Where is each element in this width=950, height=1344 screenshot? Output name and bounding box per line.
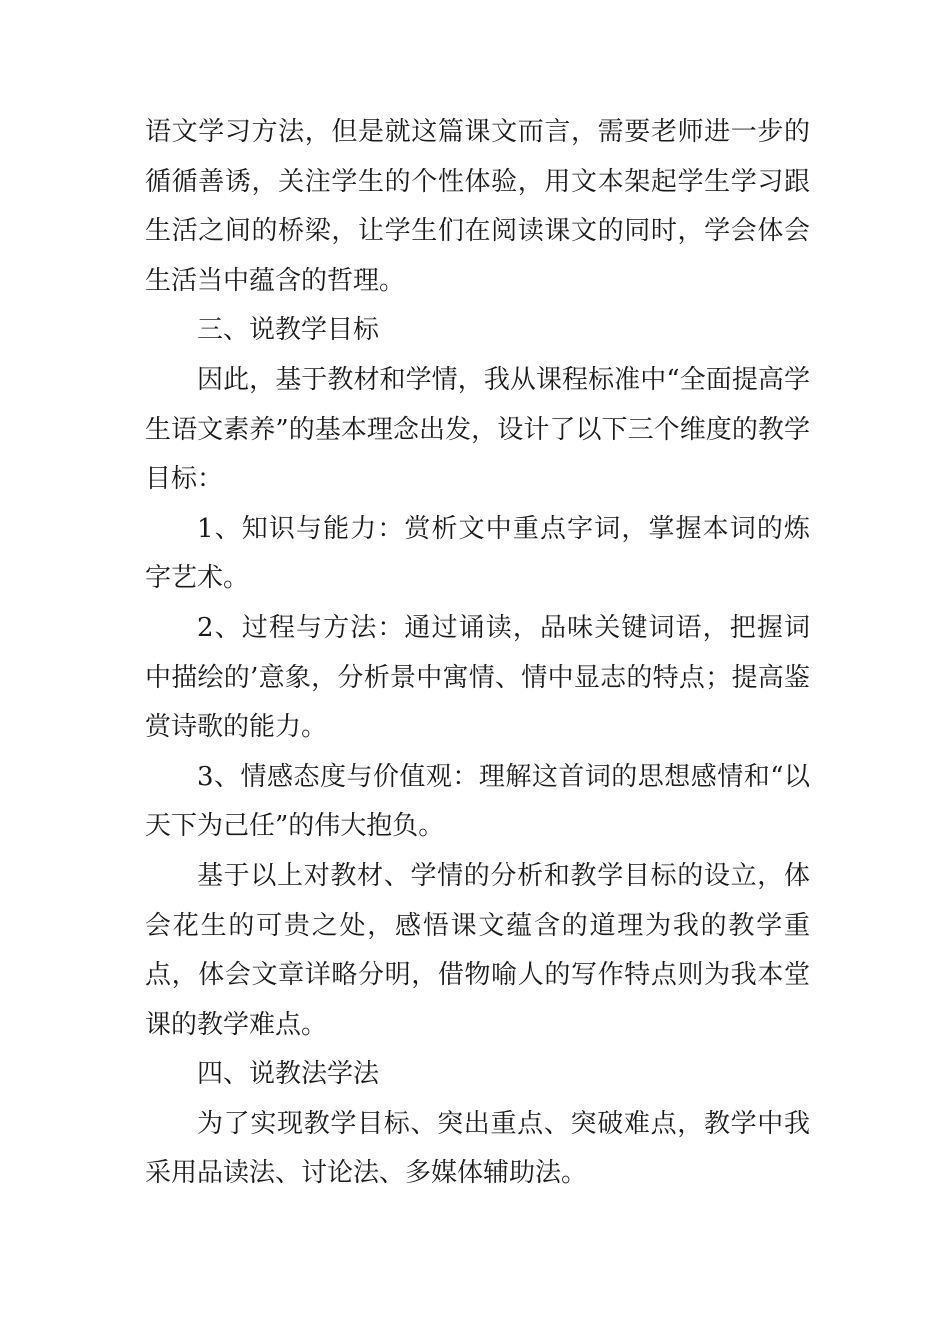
goal-item-knowledge: 1、知识与能力：赏析文中重点字词，掌握本词的炼字艺术。	[145, 513, 810, 594]
section-heading-methods: 四、说教法学法	[197, 1059, 380, 1090]
paragraph-key-points: 基于以上对教材、学情的分析和教学目标的设立，体会花生的可贵之处，感悟课文蕴含的道理为我的教学重点，体会文章详略分明，借物喻人的写作特点则为我本堂课的教学难点。	[145, 860, 810, 1040]
goal-item-emotion: 3、情感态度与价值观：理解这首词的思想感情和“以天下为己任”的伟大抱负。	[145, 761, 810, 842]
document-body	[145, 108, 810, 1199]
paragraph-methods: 为了实现教学目标、突出重点、突破难点，教学中我采用品读法、讨论法、多媒体辅助法。	[145, 1108, 810, 1189]
section-heading-teaching-goals: 三、说教学目标	[197, 315, 380, 346]
paragraph-continuation: 语文学习方法，但是就这篇课文而言，需要老师进一步的循循善诱，关注学生的个性体验，用文本架起学生学习跟生活之间的桥梁，让学生们在阅读课文的同时，学会体会生活当中蕴含的哲理。	[145, 117, 810, 296]
goal-item-process: 2、过程与方法：通过诵读，品味关键词语，把握词中描绘的’意象，分析景中寓情、情中显志的特点；提高鉴赏诗歌的能力。	[145, 612, 810, 743]
paragraph-goals-intro: 因此，基于教材和学情，我从课程标准中“全面提高学生语文素养”的基本理念出发，设计了以下三个维度的教学目标：	[145, 364, 810, 495]
